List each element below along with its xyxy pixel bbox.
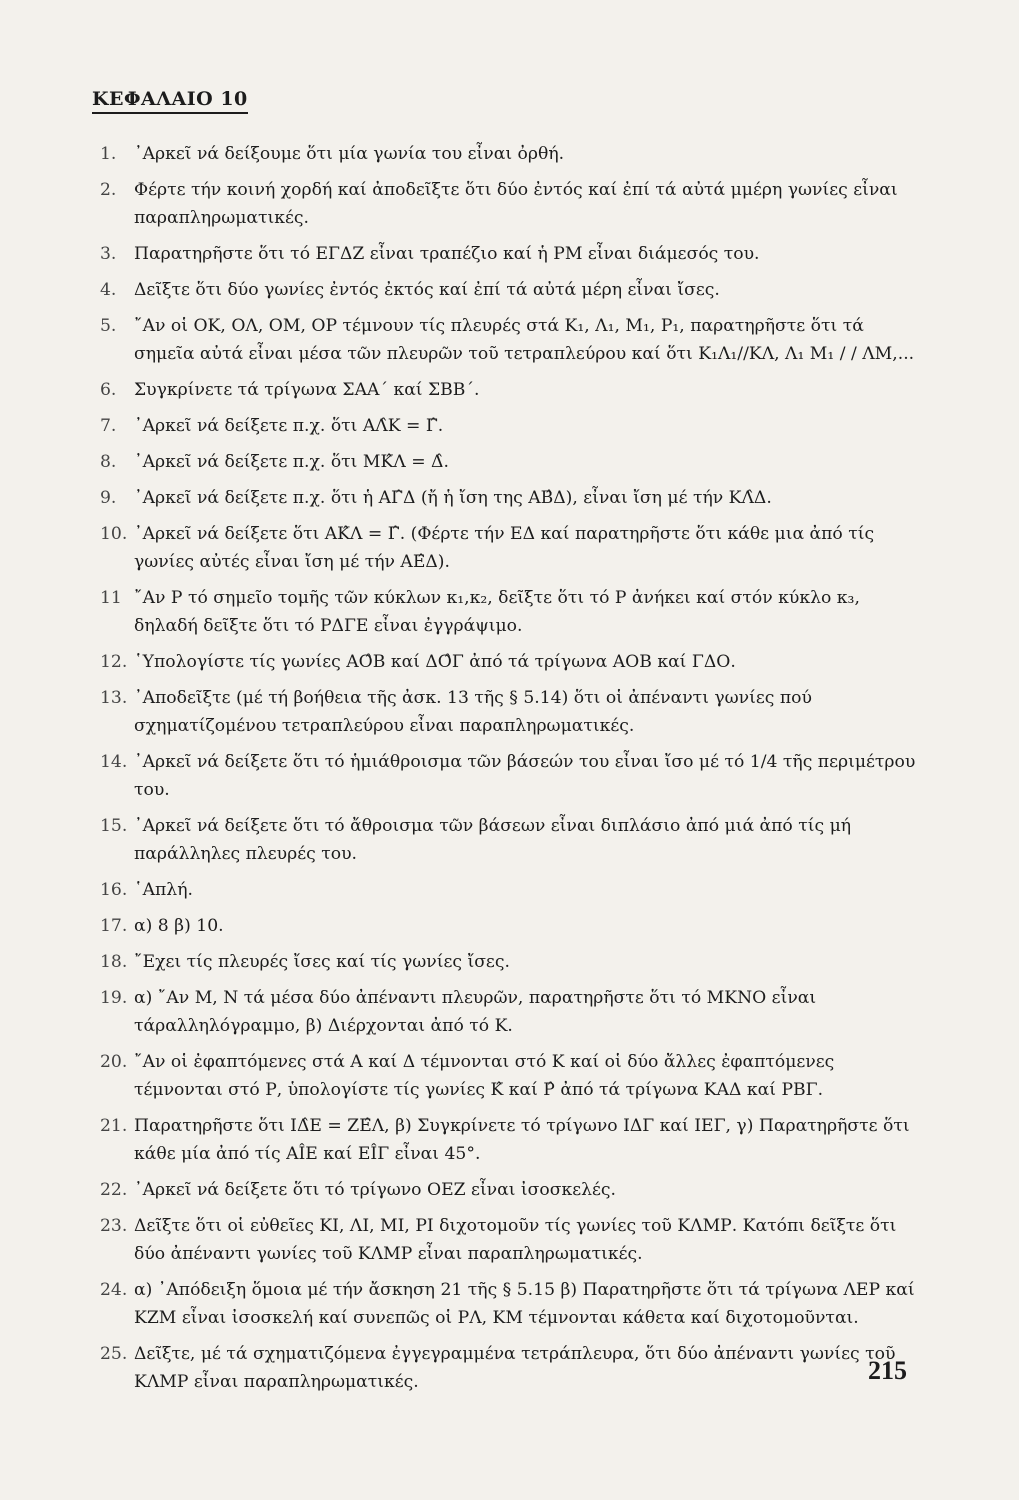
item-text: Δεῖξτε, μέ τά σχηματιζόμενα ἐγγεγραμμένα τετράπλευρα, ὅτι δύο ἀπέναντι γωνίες τοῦ ΚΛΜΡ εἶναι παραπληρωματικές. <box>134 1344 896 1392</box>
item-number: 3. <box>100 244 117 264</box>
item-number: 21. <box>100 1116 128 1136</box>
item-text: α) ᾿Απόδειξη ὅμοια μέ τήν ἄσκηση 21 τῆς § 5.15 β) Παρατηρῆστε ὅτι τά τρίγωνα ΛΕΡ καί ΚΖΜ εἶναι ἰσοσκελή καί συνεπῶς οἱ ΡΛ, ΚΜ τέμνονται κάθετα καί διχοτομοῦνται. <box>134 1280 915 1328</box>
item-number: 13. <box>100 688 128 708</box>
list-item <box>92 276 922 304</box>
item-text: ᾿Αποδεῖξτε (μέ τή βοήθεια τῆς ἀσκ. 13 τῆς § 5.14) ὅτι οἱ ἀπέναντι γωνίες πού σχηματίζομένου τετραπλεύρου εἶναι παραπληρωματικές. <box>134 688 812 736</box>
item-text: ῾Υπολογίστε τίς γωνίες ΑΟ̂Β καί ΔΟ̂Γ ἀπό τά τρίγωνα ΑΟΒ καί ΓΔΟ. <box>134 652 736 672</box>
item-number: 19. <box>100 988 128 1008</box>
item-text: ῎Αν Ρ τό σημεῖο τομῆς τῶν κύκλων κ₁,κ₂, δεῖξτε ὅτι τό Ρ ἀνήκει καί στόν κύκλο κ₃, δηλαδή δεῖξτε ὅτι τό ΡΔΓΕ εἶναι ἐγγράψιμο. <box>134 588 860 636</box>
list-item <box>92 1276 922 1332</box>
item-text: ῾Απλή. <box>134 880 193 900</box>
list-item <box>92 984 922 1040</box>
item-number: 12. <box>100 652 128 672</box>
item-text: ῎Εχει τίς πλευρές ἴσες καί τίς γωνίες ἴσες. <box>134 952 510 972</box>
list-item <box>92 1212 922 1268</box>
item-number: 4. <box>100 280 117 300</box>
list-item <box>92 876 922 904</box>
item-number: 9. <box>100 488 117 508</box>
list-item <box>92 684 922 740</box>
list-item <box>92 448 922 476</box>
list-item <box>92 812 922 868</box>
item-number: 16. <box>100 880 128 900</box>
item-text: ῎Αν οἱ ΟΚ, ΟΛ, ΟΜ, ΟΡ τέμνουν τίς πλευρές στά Κ₁, Λ₁, Μ₁, Ρ₁, παρατηρῆστε ὅτι τά σημεῖα αὐτά εἶναι μέσα τῶν πλευρῶν τοῦ τετραπλεύρου καί ὅτι Κ₁Λ₁//ΚΛ, Λ₁ Μ₁ / / ΛΜ,... <box>134 316 915 364</box>
list-item <box>92 376 922 404</box>
item-number: 23. <box>100 1216 128 1236</box>
item-text: Φέρτε τήν κοινή χορδή καί ἀποδεῖξτε ὅτι δύο ἐντός καί ἐπί τά αὐτά μμέρη γωνίες εἶναι παραπληρωματικές. <box>134 180 898 228</box>
item-number: 17. <box>100 916 128 936</box>
item-text: Δεῖξτε ὅτι οἱ εὐθεῖες ΚΙ, ΛΙ, ΜΙ, ΡΙ διχοτομοῦν τίς γωνίες τοῦ ΚΛΜΡ. Κατόπι δεῖξτε ὅτι δύο ἀπέναντι γωνίες τοῦ ΚΛΜΡ εἶναι παραπληρωματικές. <box>134 1216 897 1264</box>
list-item <box>92 1340 922 1396</box>
list-item <box>92 312 922 368</box>
list-item <box>92 584 922 640</box>
item-number: 18. <box>100 952 128 972</box>
item-number: 5. <box>100 316 117 336</box>
list-item <box>92 1048 922 1104</box>
item-number: 20. <box>100 1052 128 1072</box>
page-number: 215 <box>868 1356 907 1385</box>
list-item <box>92 140 922 168</box>
list-item <box>92 1176 922 1204</box>
list-item <box>92 648 922 676</box>
item-text: Συγκρίνετε τά τρίγωνα ΣΑΑ΄ καί ΣΒΒ΄. <box>134 380 480 400</box>
item-number: 14. <box>100 752 128 772</box>
item-text: ᾿Αρκεῖ νά δείξετε ὅτι τό τρίγωνο ΟΕΖ εἶναι ἰσοσκελές. <box>134 1180 617 1200</box>
item-text: ᾿Αρκεῖ νά δείξετε ὅτι ΑΚ̂Λ = Γ̂. (Φέρτε τήν ΕΔ καί παρατηρῆστε ὅτι κάθε μια ἀπό τίς γωνίες αὐτές εἶναι ἴση μέ τήν ΑΕ̂Δ). <box>134 524 875 572</box>
item-number: 22. <box>100 1180 128 1200</box>
list-item <box>92 748 922 804</box>
item-text: Δεῖξτε ὅτι δύο γωνίες ἐντός ἐκτός καί ἐπί τά αὐτά μέρη εἶναι ἴσες. <box>134 280 720 300</box>
item-text: ᾿Αρκεῖ νά δείξετε ὅτι τό ἡμιάθροισμα τῶν βάσεών του εἶναι ἴσο μέ τό 1/4 τῆς περιμέτρου του. <box>134 752 916 800</box>
list-item <box>92 484 922 512</box>
answer-list <box>92 140 922 1404</box>
item-number: 6. <box>100 380 117 400</box>
item-number: 1. <box>100 144 117 164</box>
list-item <box>92 1112 922 1168</box>
item-number: 25. <box>100 1344 128 1364</box>
chapter-title: ΚΕΦΑΛΑΙΟ 10 <box>92 88 248 114</box>
item-text: Παρατηρῆστε ὅτι τό ΕΓΔΖ εἶναι τραπέζιο καί ἡ ΡΜ εἶναι διάμεσός του. <box>134 244 760 264</box>
list-item <box>92 948 922 976</box>
list-item <box>92 176 922 232</box>
item-text: α) ῎Αν Μ, Ν τά μέσα δύο ἀπέναντι πλευρῶν, παρατηρῆστε ὅτι τό ΜΚΝΟ εἶναι τάραλληλόγραμμο, β) Διέρχονται ἀπό τό Κ. <box>134 988 817 1036</box>
item-number: 10. <box>100 524 128 544</box>
item-number: 11 <box>100 588 122 608</box>
list-item <box>92 240 922 268</box>
item-text: α) 8 β) 10. <box>134 916 224 936</box>
item-number: 24. <box>100 1280 128 1300</box>
item-text: Παρατηρῆστε ὅτι ΙΔ̂Ε = ΖΕ̂Λ, β) Συγκρίνετε τό τρίγωνο ΙΔΓ καί ΙΕΓ, γ) Παρατηρῆστε ὅτι κάθε μία ἀπό τίς ΑÎΕ καί ΕÎΓ εἶναι 45°. <box>134 1116 910 1164</box>
list-item <box>92 912 922 940</box>
item-text: ᾿Αρκεῖ νά δείξουμε ὅτι μία γωνία του εἶναι ὀρθή. <box>134 144 565 164</box>
item-text: ᾿Αρκεῖ νά δείξετε π.χ. ὅτι ΑΛ̂Κ = Γ̂. <box>134 416 444 436</box>
list-item <box>92 520 922 576</box>
item-number: 7. <box>100 416 117 436</box>
item-number: 2. <box>100 180 117 200</box>
item-text: ῎Αν οἱ ἐφαπτόμενες στά Α καί Δ τέμνονται στό Κ καί οἱ δύο ἄλλες ἐφαπτόμενες τέμνονται στό Ρ, ὑπολογίστε τίς γωνίες Κ̂ καί Ρ̂ ἀπό τά τρίγωνα ΚΑΔ καί ΡΒΓ. <box>134 1052 835 1100</box>
item-text: ᾿Αρκεῖ νά δείξετε π.χ. ὅτι ἡ ΑΓ̂Δ (ἤ ἡ ἴση της ΑΒ̂Δ), εἶναι ἴση μέ τήν ΚΛ̂Δ. <box>134 488 772 508</box>
list-item <box>92 412 922 440</box>
item-text: ᾿Αρκεῖ νά δείξετε ὅτι τό ἄθροισμα τῶν βάσεων εἶναι διπλάσιο ἀπό μιά ἀπό τίς μή παράλληλες πλευρές του. <box>134 816 852 864</box>
item-number: 15. <box>100 816 128 836</box>
item-number: 8. <box>100 452 117 472</box>
item-text: ᾿Αρκεῖ νά δείξετε π.χ. ὅτι ΜΚ̂Λ = Δ̂. <box>134 452 449 472</box>
